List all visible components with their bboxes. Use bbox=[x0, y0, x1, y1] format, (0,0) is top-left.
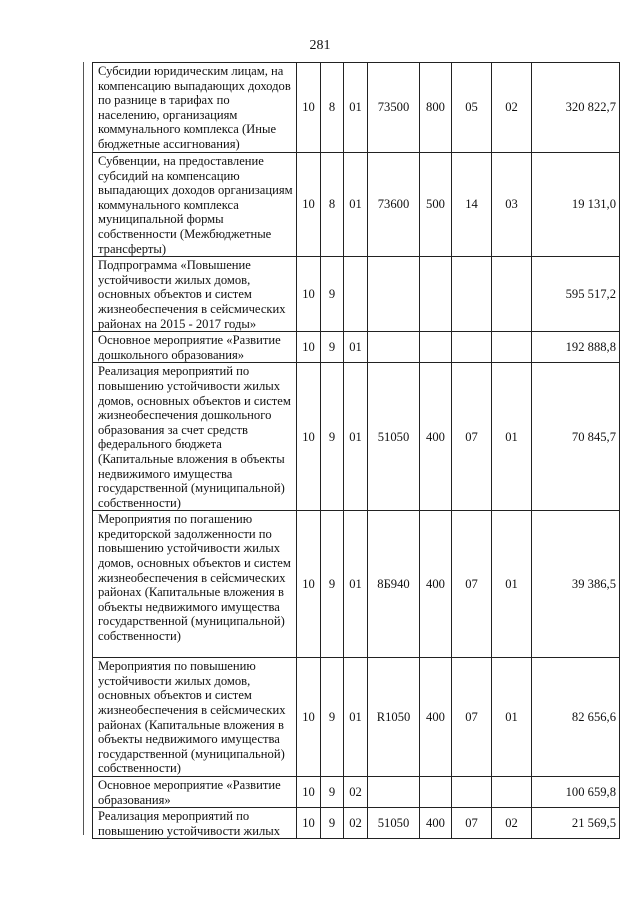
code-direction bbox=[368, 332, 420, 363]
row-description: Мероприятия по погашению кредиторской задолженности по повышению устойчивости жилых домов, основных объектов и систем жизнеобеспечения в сейсмических районах (Капитальные вложения в объекты недвижимого имущества государственной (муниципальной) собственности) bbox=[93, 511, 297, 658]
code-section: 10 bbox=[297, 363, 321, 511]
code-measure bbox=[344, 257, 368, 332]
code-expense-type: 800 bbox=[420, 63, 452, 153]
row-amount: 82 656,6 bbox=[532, 658, 620, 777]
table-row bbox=[93, 257, 620, 332]
code-direction: 51050 bbox=[368, 808, 420, 839]
row-description: Основное мероприятие «Развитие дошкольного образования» bbox=[93, 332, 297, 363]
row-amount: 192 888,8 bbox=[532, 332, 620, 363]
table-row bbox=[93, 808, 620, 839]
row-description: Субвенции, на предоставление субсидий на компенсацию выпадающих доходов организациям коммунального комплекса муниципальной формы собственности (Межбюджетные трансферты) bbox=[93, 153, 297, 257]
code-section: 10 bbox=[297, 658, 321, 777]
code-chapter bbox=[452, 332, 492, 363]
code-expense-type bbox=[420, 257, 452, 332]
code-measure: 02 bbox=[344, 777, 368, 808]
code-measure: 02 bbox=[344, 808, 368, 839]
code-subprogram: 9 bbox=[321, 363, 344, 511]
code-direction bbox=[368, 777, 420, 808]
code-measure: 01 bbox=[344, 363, 368, 511]
code-section: 10 bbox=[297, 808, 321, 839]
code-expense-type: 400 bbox=[420, 658, 452, 777]
code-direction: 73500 bbox=[368, 63, 420, 153]
code-subprogram: 9 bbox=[321, 808, 344, 839]
code-chapter: 07 bbox=[452, 511, 492, 658]
code-subprogram: 9 bbox=[321, 777, 344, 808]
row-amount: 100 659,8 bbox=[532, 777, 620, 808]
code-measure: 01 bbox=[344, 511, 368, 658]
row-description: Субсидии юридическим лицам, на компенсацию выпадающих доходов по разнице в тарифах по населению, организациям коммунального комплекса (Иные бюджетные ассигнования) bbox=[93, 63, 297, 153]
code-subprogram: 9 bbox=[321, 658, 344, 777]
row-description: Реализация мероприятий по повышению устойчивости жилых bbox=[93, 808, 297, 839]
row-description: Реализация мероприятий по повышению устойчивости жилых домов, основных объектов и систем жизнеобеспечения дошкольного образования за счет средств федерального бюджета (Капитальные вложения в объекты недвижимого имущества государственной (муниципальной) собственности) bbox=[93, 363, 297, 511]
code-measure: 01 bbox=[344, 658, 368, 777]
code-subsection: 03 bbox=[492, 153, 532, 257]
code-chapter: 07 bbox=[452, 808, 492, 839]
code-section: 10 bbox=[297, 63, 321, 153]
table-row bbox=[93, 153, 620, 257]
table-row bbox=[93, 658, 620, 777]
code-direction: 51050 bbox=[368, 363, 420, 511]
table-row bbox=[93, 63, 620, 153]
code-chapter bbox=[452, 777, 492, 808]
row-amount: 21 569,5 bbox=[532, 808, 620, 839]
row-amount: 70 845,7 bbox=[532, 363, 620, 511]
code-direction: 8Б940 bbox=[368, 511, 420, 658]
code-section: 10 bbox=[297, 257, 321, 332]
code-chapter: 07 bbox=[452, 658, 492, 777]
code-measure: 01 bbox=[344, 332, 368, 363]
code-expense-type bbox=[420, 332, 452, 363]
code-section: 10 bbox=[297, 511, 321, 658]
row-amount: 320 822,7 bbox=[532, 63, 620, 153]
row-description: Мероприятия по повышению устойчивости жилых домов, основных объектов и систем жизнеобеспечения в сейсмических районах (Капитальные вложения в объекты недвижимого имущества государственной (муниципальной) собственности) bbox=[93, 658, 297, 777]
code-subsection bbox=[492, 777, 532, 808]
code-subsection bbox=[492, 257, 532, 332]
code-subsection: 01 bbox=[492, 511, 532, 658]
code-subsection: 01 bbox=[492, 658, 532, 777]
code-expense-type bbox=[420, 777, 452, 808]
code-expense-type: 400 bbox=[420, 511, 452, 658]
table-row bbox=[93, 777, 620, 808]
table-row bbox=[93, 332, 620, 363]
code-expense-type: 400 bbox=[420, 363, 452, 511]
code-direction: 73600 bbox=[368, 153, 420, 257]
code-direction: R1050 bbox=[368, 658, 420, 777]
code-expense-type: 500 bbox=[420, 153, 452, 257]
code-direction bbox=[368, 257, 420, 332]
page-number: 281 bbox=[309, 38, 331, 53]
code-subsection: 01 bbox=[492, 363, 532, 511]
budget-table bbox=[92, 62, 620, 839]
code-chapter: 05 bbox=[452, 63, 492, 153]
row-amount: 19 131,0 bbox=[532, 153, 620, 257]
code-subsection bbox=[492, 332, 532, 363]
code-section: 10 bbox=[297, 153, 321, 257]
left-margin-line bbox=[83, 62, 84, 835]
table-row bbox=[93, 363, 620, 511]
code-chapter: 07 bbox=[452, 363, 492, 511]
code-measure: 01 bbox=[344, 153, 368, 257]
code-section: 10 bbox=[297, 332, 321, 363]
table-row bbox=[93, 511, 620, 658]
code-subprogram: 8 bbox=[321, 63, 344, 153]
row-amount: 39 386,5 bbox=[532, 511, 620, 658]
code-chapter bbox=[452, 257, 492, 332]
row-description: Подпрограмма «Повышение устойчивости жилых домов, основных объектов и систем жизнеобеспечения в сейсмических районах на 2015 - 2017 годы» bbox=[93, 257, 297, 332]
code-subprogram: 9 bbox=[321, 332, 344, 363]
code-measure: 01 bbox=[344, 63, 368, 153]
code-subsection: 02 bbox=[492, 808, 532, 839]
row-amount: 595 517,2 bbox=[532, 257, 620, 332]
code-subsection: 02 bbox=[492, 63, 532, 153]
code-subprogram: 9 bbox=[321, 511, 344, 658]
row-description: Основное мероприятие «Развитие образования» bbox=[93, 777, 297, 808]
code-subprogram: 9 bbox=[321, 257, 344, 332]
code-chapter: 14 bbox=[452, 153, 492, 257]
code-subprogram: 8 bbox=[321, 153, 344, 257]
code-section: 10 bbox=[297, 777, 321, 808]
code-expense-type: 400 bbox=[420, 808, 452, 839]
